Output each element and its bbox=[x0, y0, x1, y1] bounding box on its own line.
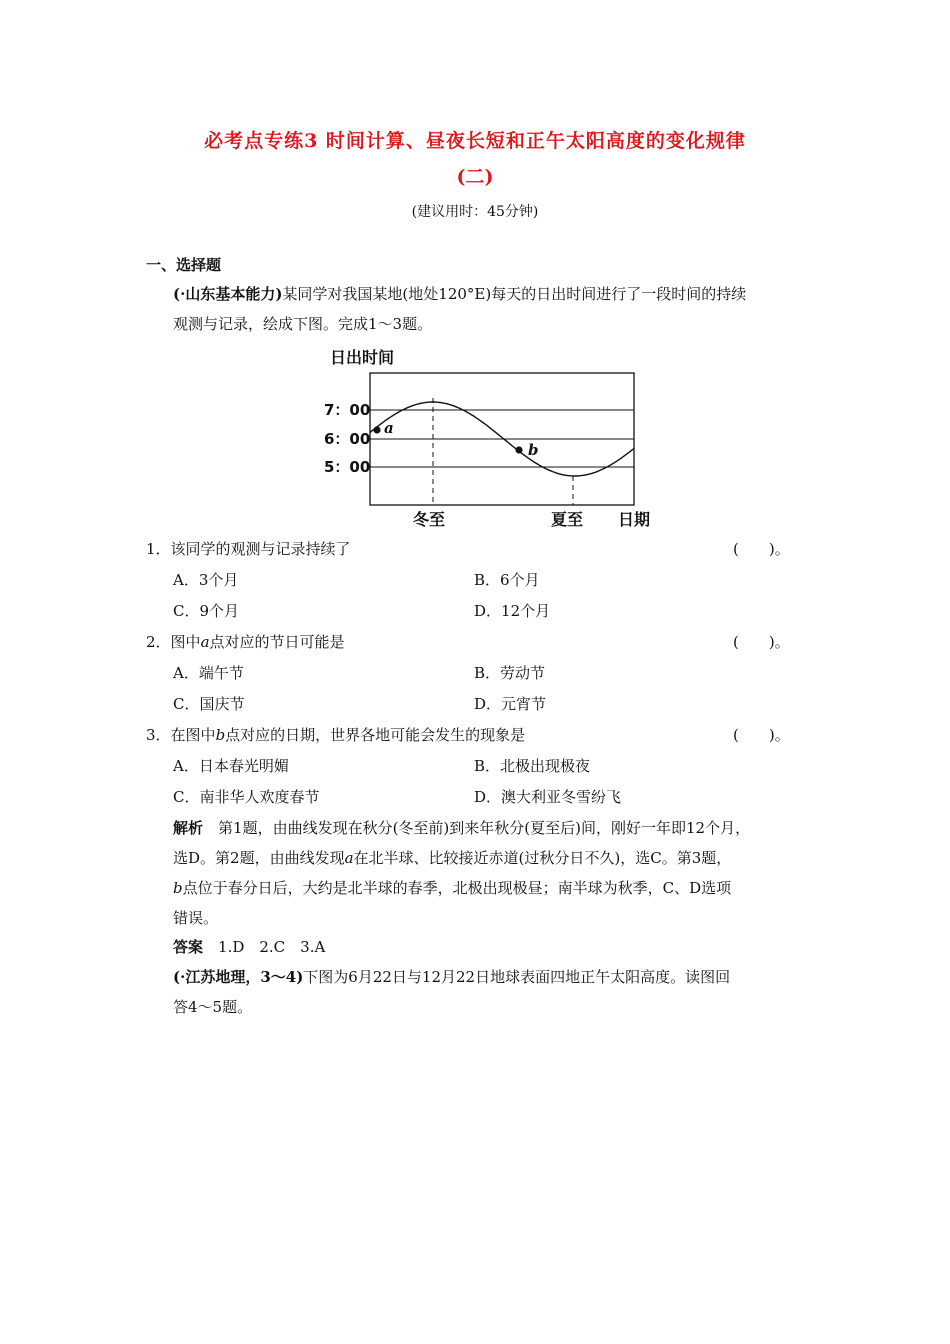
option-c: C．南非华人欢度春节 bbox=[173, 788, 320, 806]
analysis-label: 解析 bbox=[173, 819, 204, 837]
analysis-variable: a bbox=[344, 849, 354, 867]
y-tick-label-600: 6：00 bbox=[324, 430, 371, 448]
sunrise-chart bbox=[300, 342, 680, 532]
question-variable: b bbox=[215, 726, 226, 744]
intro-paragraph bbox=[173, 283, 746, 304]
intro2-line-1 bbox=[173, 966, 730, 987]
page-title-part2: (二) bbox=[456, 166, 494, 188]
question-number: 2． bbox=[146, 633, 171, 651]
option-a: A．日本春光明媚 bbox=[173, 757, 289, 775]
intro-text-line2: 观测与记录，绘成下图。完成1～3题。 bbox=[173, 315, 433, 333]
page-title: 必考点专练3 时间计算、昼夜长短和正午太阳高度的变化规律 bbox=[204, 130, 746, 152]
analysis-line-2 bbox=[173, 847, 731, 868]
intro-text-line1: 某同学对我国某地(地处120°E)每天的日出时间进行了一段时间的持续 bbox=[282, 285, 747, 303]
chart-title: 日出时间 bbox=[330, 348, 395, 367]
answer-line bbox=[173, 936, 325, 957]
option-c: C．9个月 bbox=[173, 602, 240, 620]
answer-bracket: ( )。 bbox=[733, 633, 790, 651]
option-c: C．国庆节 bbox=[173, 695, 245, 713]
analysis-line-3 bbox=[173, 877, 731, 898]
option-b: B．6个月 bbox=[474, 571, 540, 589]
question-stem-pre: 图中 bbox=[170, 633, 201, 651]
point-a-label: a bbox=[384, 419, 394, 437]
question-1 bbox=[146, 538, 351, 559]
time-hint: (建议用时：45分钟) bbox=[411, 204, 539, 220]
question-stem-post: 点对应的节日可能是 bbox=[209, 633, 345, 651]
option-d: D．元宵节 bbox=[474, 695, 547, 713]
sunrise-chart-svg bbox=[300, 342, 680, 532]
analysis-text: 在北半球、比较接近赤道(过秋分日不久)，选C。第3题， bbox=[353, 849, 732, 867]
answer-bracket: ( )。 bbox=[733, 540, 790, 558]
analysis-text: 第1题，由曲线发现在秋分(冬至前)到来年秋分(夏至后)间，刚好一年即12个月， bbox=[218, 819, 751, 837]
x-axis-label: 日期 bbox=[618, 510, 651, 529]
x-tick-label-winter: 冬至 bbox=[413, 510, 446, 529]
answer-bracket: ( )。 bbox=[733, 726, 790, 744]
point-a-marker bbox=[373, 426, 380, 433]
point-b-label: b bbox=[528, 441, 539, 459]
intro2-text: 下图为6月22日与12月22日地球表面四地正午太阳高度。读图回 bbox=[303, 968, 731, 986]
analysis-text: 选D。第2题，由曲线发现 bbox=[173, 849, 345, 867]
question-stem-pre: 在图中 bbox=[170, 726, 216, 744]
intro2-source: (·江苏地理，3～4) bbox=[173, 968, 304, 986]
question-variable: a bbox=[200, 633, 210, 651]
question-stem: 该同学的观测与记录持续了 bbox=[170, 540, 351, 558]
section-heading: 一、选择题 bbox=[146, 256, 222, 274]
point-b-marker bbox=[515, 446, 522, 453]
question-number: 1． bbox=[146, 540, 171, 558]
answer-label: 答案 bbox=[173, 938, 204, 956]
analysis-line-4: 错误。 bbox=[173, 909, 219, 927]
intro2-line-2: 答4～5题。 bbox=[173, 998, 253, 1016]
option-b: B．劳动节 bbox=[474, 664, 546, 682]
question-stem-post: 点对应的日期，世界各地可能会发生的现象是 bbox=[225, 726, 526, 744]
question-number: 3． bbox=[146, 726, 171, 744]
analysis-text: 点位于春分日后，大约是北半球的春季，北极出现极昼；南半球为秋季，C、D选项 bbox=[182, 879, 732, 897]
analysis-line-1 bbox=[173, 817, 750, 838]
analysis-variable: b bbox=[173, 879, 183, 897]
intro-source: (·山东基本能力) bbox=[173, 285, 283, 303]
option-a: A．端午节 bbox=[173, 664, 244, 682]
y-tick-label-700: 7：00 bbox=[324, 401, 371, 419]
answer-text: 1.D 2.C 3.A bbox=[218, 938, 326, 956]
option-d: D．12个月 bbox=[474, 602, 551, 620]
option-a: A．3个月 bbox=[173, 571, 239, 589]
x-tick-label-summer: 夏至 bbox=[551, 510, 584, 529]
y-tick-label-500: 5：00 bbox=[324, 458, 371, 476]
question-3 bbox=[146, 724, 525, 745]
option-d: D．澳大利亚冬雪纷飞 bbox=[474, 788, 622, 806]
question-2 bbox=[146, 631, 345, 652]
option-b: B．北极出现极夜 bbox=[474, 757, 591, 775]
